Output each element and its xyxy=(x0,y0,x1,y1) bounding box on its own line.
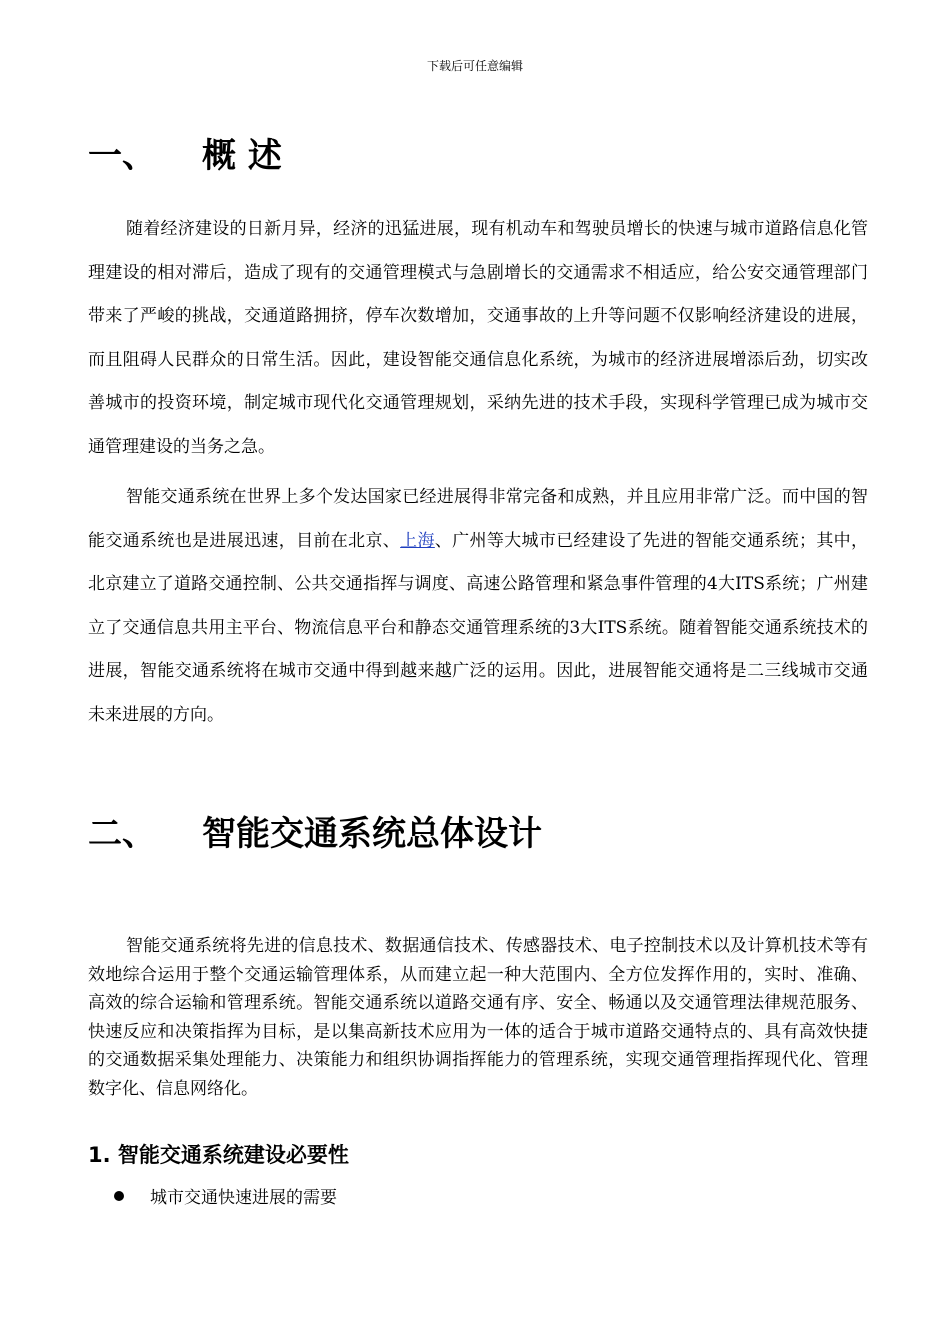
section-1-number: 一、 xyxy=(88,136,156,176)
shanghai-link[interactable]: 上海 xyxy=(400,530,435,551)
section-1-paragraph-2 xyxy=(88,476,868,737)
page-header: 下载后可任意编辑 xyxy=(426,59,523,73)
section-2-paragraph-1: 智能交通系统将先进的信息技术、数据通信技术、传感器技术、电子控制技术以及计算机技术等有效地综合运用于整个交通运输管理体系，从而建立起一种大范围内、全方位发挥作用的，实时、准确、高效的综合运输和管理系统。智能交通系统以道路交通有序、安全、畅通以及交通管理法律规范服务、快速反应和决策指挥为目标，是以集高新技术应用为一体的适合于城市道路交通特点的、具有高效快捷的交通数据采集处理能力、决策能力和组织协调指挥能力的管理系统，实现交通管理指挥现代化、管理数字化、信息网络化。 xyxy=(88,936,868,1099)
bullet-item-text: 城市交通快速进展的需要 xyxy=(150,1188,337,1208)
bullet-list-item xyxy=(114,1184,337,1212)
section-2-number: 二、 xyxy=(88,814,156,854)
section-1-heading xyxy=(88,134,282,178)
section-1-title: 概 述 xyxy=(202,136,282,176)
paragraph-2-text-end: 、广州等大城市已经建设了先进的智能交通系统；其中，北京建立了道路交通控制、公共交通指挥与调度、高速公路管理和紧急事件管理的4大ITS系统；广州建立了交通信息共用主平台、物流信息平台和静态交通管理系统的3大ITS系统。随着智能交通系统技术的进展，智能交通系统将在城市交通中得到越来越广泛的运用。因此，进展智能交通将是二三线城市交通未来进展的方向。 xyxy=(88,530,869,725)
section-1-paragraph-1: 随着经济建设的日新月异，经济的迅猛进展，现有机动车和驾驶员增长的快速与城市道路信息化管理建设的相对滞后，造成了现有的交通管理模式与急剧增长的交通需求不相适应，给公安交通管理部门带来了严峻的挑战，交通道路拥挤，停车次数增加，交通事故的上升等问题不仅影响经济建设的进展，而且阻碍人民群众的日常生活。因此，建设智能交通信息化系统，为城市的经济进展增添后劲，切实改善城市的投资环境，制定城市现代化交通管理规划，采纳先进的技术手段，实现科学管理已成为城市交通管理建设的当务之急。 xyxy=(88,219,868,457)
section-2-title: 智能交通系统总体设计 xyxy=(202,814,542,854)
section-2-heading xyxy=(88,812,542,856)
paragraph-2-text-start: 智能交通系统在世界上多个发达国家已经进展得非常完备和成熟，并且应用非常广泛。而中国的智能交通系统也是进展迅速，目前在北京、 xyxy=(88,487,868,551)
subsection-1-heading: 1. 智能交通系统建设必要性 xyxy=(88,1143,349,1167)
bullet-dot-icon xyxy=(114,1191,124,1201)
